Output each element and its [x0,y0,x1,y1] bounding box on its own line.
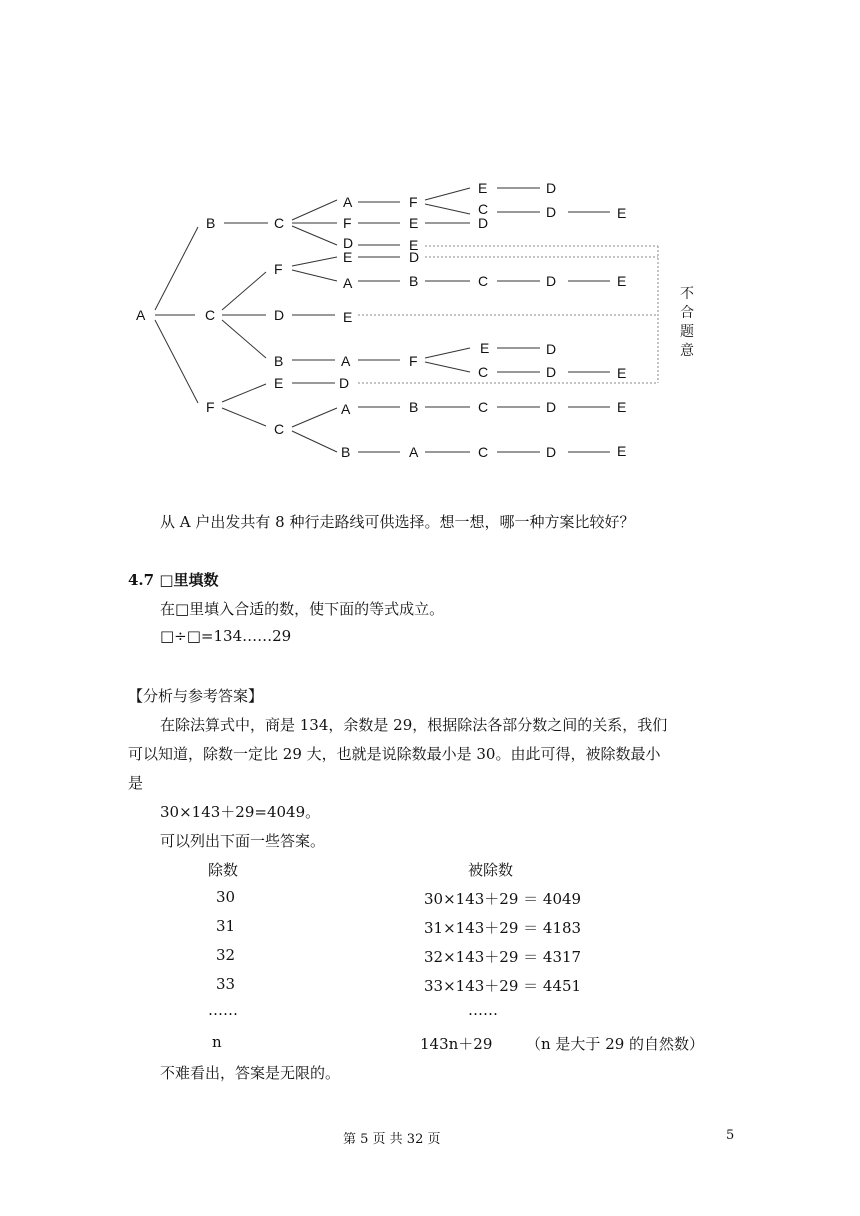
analysis-paragraph: 可以知道，除数一定比 29 大，也就是说除数最小是 30。由此可得，被除数最小 [128,745,661,763]
node-e: E [617,273,627,289]
node-e: E [409,215,419,231]
node-c: C [478,201,489,217]
node-e: E [480,340,490,356]
section-heading [128,569,219,590]
node-b: B [409,399,419,415]
node-d: D [274,307,285,323]
node-d: D [343,235,354,251]
list-intro: 可以列出下面一些答案。 [160,832,326,850]
node-c: C [205,307,216,323]
dividend-cell: 30×143＋29 ＝ 4049 [424,890,582,908]
side-note-char: 合 [680,304,694,320]
side-note-char: 意 [680,342,694,358]
divisor-cell: 33 [216,975,236,993]
node-a: A [341,353,351,369]
node-b: B [409,273,419,289]
node-d: D [339,375,350,391]
node-d: D [546,273,557,289]
node-d: D [546,180,557,196]
node-e: E [617,365,627,381]
node-f: F [409,194,418,210]
analysis-paragraph: 是 [128,774,144,792]
equation-text: □÷□=134……29 [160,627,292,645]
node-c: C [274,421,285,437]
node-a: A [343,194,353,210]
summary-text: 从 A 户出发共有 8 种行走路线可供选择。想一想，哪一种方案比较好？ [160,513,635,531]
node-c: C [478,364,489,380]
node-b: B [341,444,351,460]
section-title: □里填数 [159,571,219,589]
section-number: 4.7 [128,571,155,589]
node-e: E [343,249,353,265]
node-a: A [341,401,351,417]
node-a: A [343,275,353,291]
node-e: E [617,443,627,459]
node-a-root: A [136,307,146,323]
node-f: F [343,215,352,231]
conclusion-text: 不难看出，答案是无限的。 [160,1064,341,1082]
node-e: E [409,237,419,253]
node-b: B [274,353,284,369]
divisor-cell: …… [208,1001,238,1019]
node-f: F [206,399,215,415]
node-c: C [478,399,489,415]
node-d: D [409,249,420,265]
node-d: D [546,399,557,415]
node-c: C [274,215,285,231]
dividend-cell: 33×143＋29 ＝ 4451 [424,977,582,995]
node-d: D [546,444,557,460]
general-divisor: n [212,1033,222,1051]
divisor-cell: 32 [216,946,236,964]
analysis-heading: 【分析与参考答案】 [128,687,264,705]
node-e: E [478,180,488,196]
side-note-char: 不 [680,285,694,301]
divisor-cell: 30 [216,888,236,906]
page-label: 第 5 页 共 32 页 [343,1132,441,1147]
node-f: F [409,353,418,369]
node-e: E [274,375,284,391]
node-d: D [546,364,557,380]
node-e: E [343,309,353,325]
node-e: E [617,205,627,221]
calc-text: 30×143＋29=4049。 [160,803,321,821]
node-d: D [546,341,557,357]
route-tree-diagram [0,0,860,480]
analysis-paragraph: 在除法算式中，商是 134，余数是 29，根据除法各部分数之间的关系，我们 [160,716,668,734]
general-note: （n 是大于 29 的自然数） [526,1035,705,1053]
node-e: E [617,399,627,415]
node-d: D [546,204,557,220]
node-c: C [478,444,489,460]
node-f: F [274,261,283,277]
general-dividend: 143n＋29 [420,1035,493,1053]
page-number: 5 [726,1128,735,1143]
dividend-cell: 32×143＋29 ＝ 4317 [424,948,582,966]
divisor-cell: 31 [216,917,236,935]
problem-text: 在□里填入合适的数，使下面的等式成立。 [160,600,445,618]
col-header-dividend: 被除数 [468,861,514,879]
node-d: D [478,215,489,231]
dividend-cell: …… [468,1001,498,1019]
col-header-divisor: 除数 [208,861,239,879]
node-c: C [478,273,489,289]
node-a: A [409,444,419,460]
node-b: B [206,215,216,231]
dividend-cell: 31×143＋29 ＝ 4183 [424,919,582,937]
side-note-char: 题 [680,323,694,339]
